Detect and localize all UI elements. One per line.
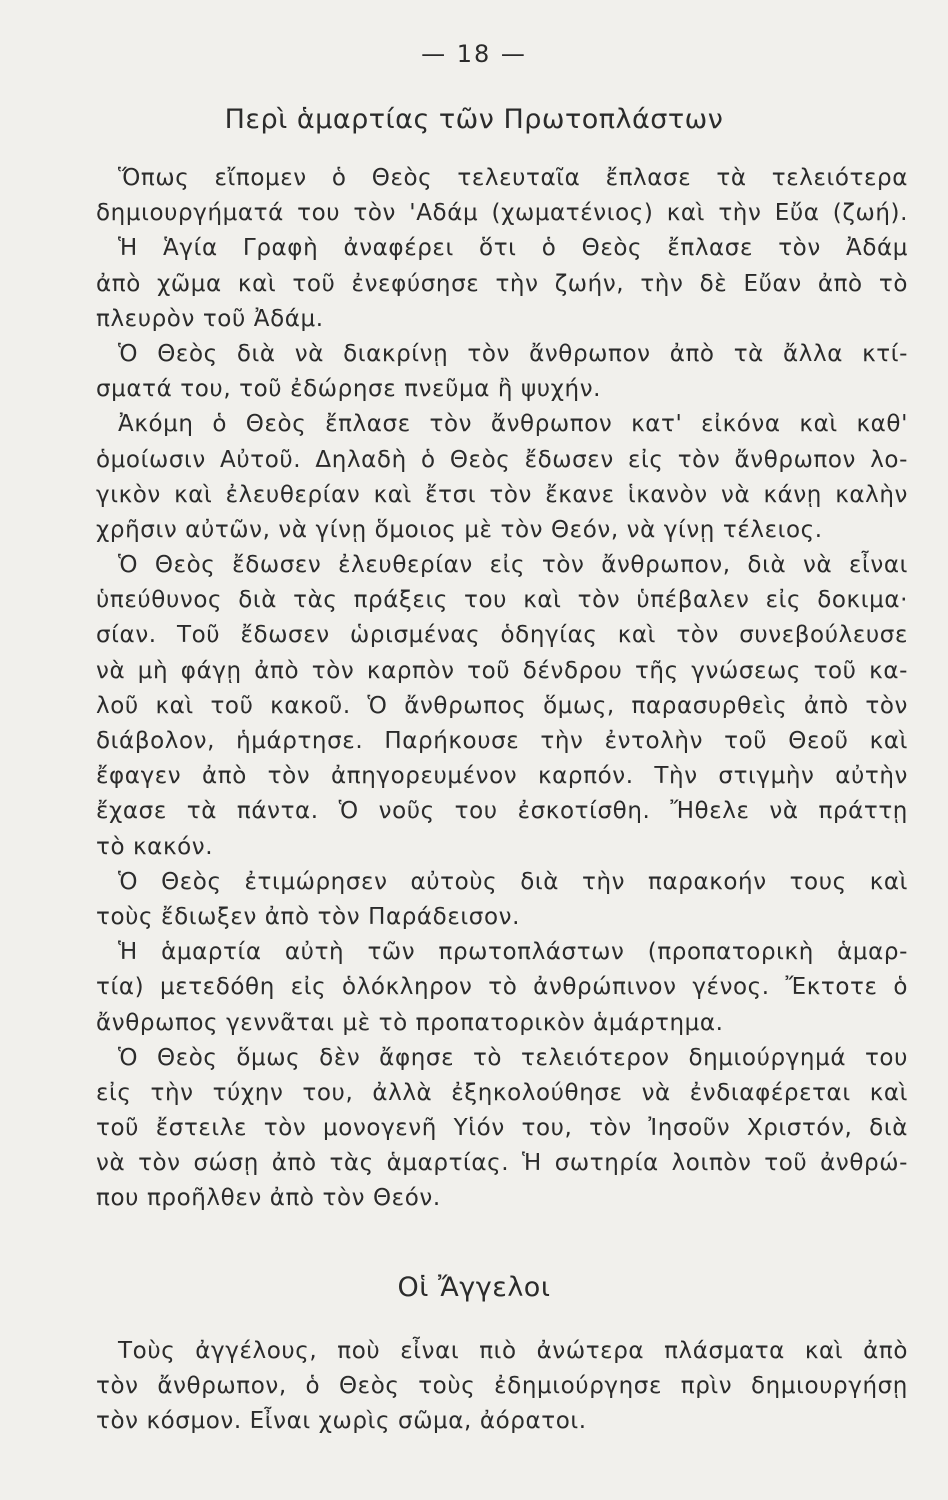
- section-title-angels: Οἱ Ἄγγελοι: [397, 1272, 551, 1303]
- text-line: Ἡ ἁμαρτία αὐτὴ τῶν πρωτοπλάστων (προπατορικὴ ἁμαρ-: [118, 939, 908, 966]
- text-line: γικὸν καὶ ἐλευθερίαν καὶ ἔτσι τὸν ἔκανε ἱκανὸν νὰ κάνῃ καλὴν: [96, 481, 908, 508]
- text-line: που προῆλθεν ἀπὸ τὸν Θεόν.: [96, 1185, 441, 1212]
- page-number: — 18 —: [421, 40, 527, 68]
- section-body-angels: [96, 1334, 908, 1440]
- text-line: ἀπὸ χῶμα καὶ τοῦ ἐνεφύσησε τὴν ζωήν, τὴν δὲ Εὔαν ἀπὸ τὸ: [96, 270, 908, 297]
- text-line: Τοὺς ἀγγέλους, ποὺ εἶναι πιὸ ἀνώτερα πλάσματα καὶ ἀπὸ: [118, 1338, 908, 1364]
- text-line: Ὅπως εἴπομεν ὁ Θεὸς τελευταῖα ἔπλασε τὰ τελειότερα: [118, 165, 908, 191]
- text-line: νὰ τὸν σώσῃ ἀπὸ τὰς ἁμαρτίας. Ἡ σωτηρία λοιπὸν τοῦ ἀνθρώ-: [96, 1150, 908, 1177]
- text-line: ὑπεύθυνος διὰ τὰς πράξεις του καὶ τὸν ὑπέβαλεν εἰς δοκιμα·: [96, 587, 908, 614]
- text-line: τία) μετεδόθη εἰς ὁλόκληρον τὸ ἀνθρώπινον γένος. Ἔκτοτε ὁ: [96, 974, 908, 1001]
- text-line: σίαν. Τοῦ ἔδωσεν ὡρισμένας ὁδηγίας καὶ τὸν συνεβούλευσε: [96, 622, 908, 649]
- text-line: Ὁ Θεὸς ἔδωσεν ἐλευθερίαν εἰς τὸν ἄνθρωπον, διὰ νὰ εἶναι: [118, 552, 908, 579]
- text-line: τοὺς ἔδιωξεν ἀπὸ τὸν Παράδεισον.: [96, 903, 520, 930]
- text-line: ἄνθρωπος γεννᾶται μὲ τὸ προπατορικὸν ἁμάρτημα.: [96, 1009, 724, 1036]
- text-line: Ἀκόμη ὁ Θεὸς ἔπλασε τὸν ἄνθρωπον κατ' εἰκόνα καὶ καθ': [118, 411, 908, 438]
- text-line: πλευρὸν τοῦ Ἀδάμ.: [96, 305, 324, 332]
- text-line: τοῦ ἔστειλε τὸν μονογενῆ Υἱόν του, τὸν Ἰησοῦν Χριστόν, διὰ: [96, 1115, 908, 1142]
- text-line: χρῆσιν αὐτῶν, νὰ γίνῃ ὅμοιος μὲ τὸν Θεόν, νὰ γίνῃ τέλειος.: [96, 516, 823, 543]
- text-line: τὸν κόσμον. Εἶναι χωρὶς σῶμα, ἀόρατοι.: [96, 1408, 587, 1435]
- text-line: Ἡ Ἁγία Γραφὴ ἀναφέρει ὅτι ὁ Θεὸς ἔπλασε τὸν Ἀδάμ: [118, 235, 908, 262]
- text-line: Ὁ Θεὸς ὅμως δὲν ἄφησε τὸ τελειότερον δημιούργημά του: [118, 1044, 908, 1071]
- text-line: ὁμοίωσιν Αὐτοῦ. Δηλαδὴ ὁ Θεὸς ἔδωσεν εἰς τὸν ἄνθρωπον λο-: [96, 446, 908, 473]
- text-line: Ὁ Θεὸς ἐτιμώρησεν αὐτοὺς διὰ τὴν παρακοήν τους καὶ: [118, 868, 908, 895]
- text-line: δημιουργήματά του τὸν 'Αδάμ (χωματένιος) καὶ τὴν Εὔα (ζωή).: [96, 200, 908, 227]
- text-line: νὰ μὴ φάγῃ ἀπὸ τὸν καρπὸν τοῦ δένδρου τῆς γνώσεως τοῦ κα-: [96, 657, 908, 684]
- text-line: ἔχασε τὰ πάντα. Ὁ νοῦς του ἐσκοτίσθη. Ἤθελε νὰ πράττῃ: [96, 798, 908, 825]
- section-body-protoplasts: [96, 161, 908, 1217]
- text-line: τὸν ἄνθρωπον, ὁ Θεὸς τοὺς ἐδημιούργησε πρὶν δημιουργήσῃ: [96, 1373, 908, 1400]
- text-line: σματά του, τοῦ ἐδώρησε πνεῦμα ἢ ψυχήν.: [96, 376, 602, 403]
- text-line: λοῦ καὶ τοῦ κακοῦ. Ὁ ἄνθρωπος ὅμως, παρασυρθεὶς ἀπὸ τὸν: [96, 692, 908, 719]
- text-line: Ὁ Θεὸς διὰ νὰ διακρίνῃ τὸν ἄνθρωπον ἀπὸ τὰ ἄλλα κτί-: [118, 340, 908, 367]
- text-line: τὸ κακόν.: [96, 833, 214, 860]
- text-line: ἔφαγεν ἀπὸ τὸν ἀπηγορευμένον καρπόν. Τὴν στιγμὴν αὐτὴν: [96, 763, 908, 790]
- text-line: διάβολον, ἡμάρτησε. Παρήκουσε τὴν ἐντολὴν τοῦ Θεοῦ καὶ: [96, 728, 908, 754]
- section-title-protoplasts: Περὶ ἁμαρτίας τῶν Πρωτοπλάστων: [224, 104, 724, 135]
- text-line: εἰς τὴν τύχην του, ἀλλὰ ἐξηκολούθησε νὰ ἐνδιαφέρεται καὶ: [96, 1079, 908, 1106]
